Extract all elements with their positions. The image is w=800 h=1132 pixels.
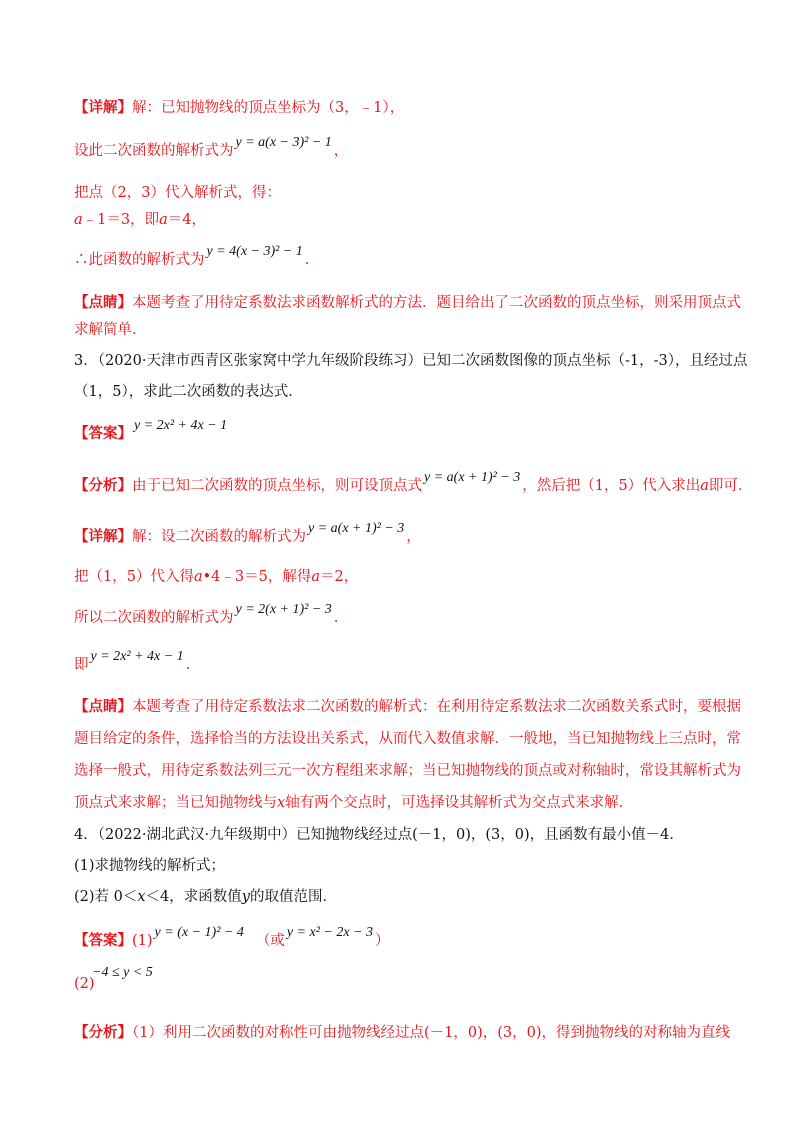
- q3-question-line-2: （1，5），求此二次函数的表达式．: [74, 384, 303, 400]
- text: ＜4，求函数值: [145, 889, 242, 905]
- formula: y = 2x² + 4x − 1: [90, 649, 184, 664]
- text: ﹣1＝3，即: [82, 212, 160, 228]
- q2-comment-line-2: 求解简单．: [74, 322, 147, 338]
- q2-detail-line-5: [74, 244, 310, 271]
- var-a: a: [74, 212, 83, 228]
- q4-question-line-1: 4．（2022·湖北武汉·九年级期中）已知抛物线经过点(－1，0)，(3，0)，且函数有最小值－4．: [74, 827, 684, 843]
- punct: ，: [333, 143, 349, 159]
- q3-detail-line-2: [74, 567, 358, 587]
- punct: .: [333, 610, 339, 626]
- text: 本题考查了用待定系数法求二次函数的解析式：在利用待定系数法求二次函数关系式时，要根据: [132, 699, 741, 715]
- var-a: a: [700, 478, 709, 494]
- answer-tag: 【答案】: [74, 425, 132, 442]
- formula: y = a(x + 1)² − 3: [424, 470, 521, 485]
- text: 顶点式来求解；当已知抛物线与: [74, 795, 277, 811]
- punct: ，: [406, 529, 421, 545]
- analysis-tag: 【分析】: [74, 1024, 132, 1041]
- q3-comment-line-2: 题目给定的条件，选择恰当的方法设出关系式，从而代入数值求解．一般地，当已知抛物线上三点时，常: [74, 731, 741, 747]
- text: ∴此函数的解析式为: [74, 252, 205, 268]
- q4-question-line-2: (1)求抛物线的解析式；: [74, 858, 226, 874]
- comment-tag: 【点睛】: [74, 294, 132, 311]
- q3-question-line-1: 3．（2020·天津市西青区张家窝中学九年级阶段练习）已知二次函数图像的顶点坐标（-1，-3），且经过点: [74, 353, 748, 369]
- q2-detail-text-1: 解：已知抛物线的顶点坐标为（3，﹣1），: [132, 100, 405, 116]
- q3-answer: [74, 418, 229, 445]
- text: 解：设二次函数的解析式为: [132, 529, 306, 545]
- text: 的取值范围．: [250, 889, 337, 905]
- var-a: a: [193, 569, 203, 585]
- q3-comment-line-3: 选择一般式，用待定系数法列三元一次方程组来求解；当已知抛物线的顶点或对称轴时，常设其解析式为: [74, 763, 741, 779]
- formula: y = 2(x + 1)² − 3: [235, 602, 332, 617]
- formula: y = (x − 1)² − 4: [154, 925, 244, 940]
- q3-comment-line-1: [74, 697, 741, 717]
- text: ＝2，: [320, 569, 359, 585]
- detail-tag: 【详解】: [74, 528, 132, 545]
- analysis-tag: 【分析】: [74, 477, 132, 494]
- q2-detail-line-1: [74, 98, 404, 118]
- q4-answer-2-formula-line: [90, 962, 155, 983]
- var-y: y: [241, 889, 250, 905]
- text: （或: [255, 933, 285, 949]
- q3-detail-line-3: [74, 602, 339, 629]
- text: 即可．: [708, 478, 753, 494]
- q2-detail-text-2: 设此二次函数的解析式为: [74, 143, 234, 159]
- text: 把（1，5）代入得: [74, 569, 194, 585]
- text: （1）利用二次函数的对称性可由抛物线经过点(－1，0)，(3，0)，得到抛物线的对称轴为直线: [132, 1025, 731, 1041]
- text: ＝4，: [167, 212, 206, 228]
- q2-comment-line-1: [74, 293, 741, 313]
- formula: y = 2x² + 4x − 1: [134, 418, 228, 433]
- var-a: a: [311, 569, 320, 585]
- text: •4﹣3＝5，解得: [202, 569, 312, 585]
- var-x: x: [277, 795, 286, 811]
- q3-detail-line-1: [74, 521, 421, 548]
- formula: y = 4(x − 3)² − 1: [206, 244, 303, 259]
- q3-analysis: [74, 470, 753, 497]
- q3-detail-line-4: [74, 649, 191, 676]
- comment-tag: 【点睛】: [74, 698, 132, 715]
- q4-answer-1: [74, 925, 390, 952]
- text: ）: [375, 933, 390, 949]
- punct: .: [304, 252, 310, 268]
- text: (1): [132, 933, 153, 949]
- formula: −4 ≤ y < 5: [92, 965, 153, 980]
- var-a: a: [159, 212, 168, 228]
- q4-analysis-line-1: [74, 1023, 730, 1043]
- text: 所以二次函数的解析式为: [74, 610, 234, 626]
- q2-detail-line-4: [74, 210, 206, 230]
- answer-tag: 【答案】: [74, 932, 132, 949]
- text: (2)若 0＜: [74, 889, 138, 905]
- q3-comment-line-4: [74, 793, 633, 813]
- q4-question-line-3: [74, 887, 337, 907]
- punct: .: [185, 657, 191, 673]
- text: 即: [74, 657, 89, 673]
- text: 本题考查了用待定系数法求函数解析式的方法．题目给出了二次函数的顶点坐标，则采用顶点式: [132, 295, 741, 311]
- detail-tag: 【详解】: [74, 99, 132, 116]
- text: ，然后把（1，5）代入求出: [522, 478, 701, 494]
- formula: y = a(x − 3)² − 1: [235, 135, 332, 150]
- q2-detail-line-3: 把点（2，3）代入解析式，得：: [74, 185, 281, 201]
- q2-detail-line-2: [74, 135, 349, 162]
- text: 由于已知二次函数的顶点坐标，则可设顶点式: [132, 478, 422, 494]
- q4-answer-2-label: (2): [74, 976, 95, 992]
- var-x: x: [137, 889, 146, 905]
- text: 轴有两个交点时，可选择设其解析式为交点式来求解．: [285, 795, 634, 811]
- formula: y = x² − 2x − 3: [286, 925, 374, 940]
- formula: y = a(x + 1)² − 3: [308, 521, 405, 536]
